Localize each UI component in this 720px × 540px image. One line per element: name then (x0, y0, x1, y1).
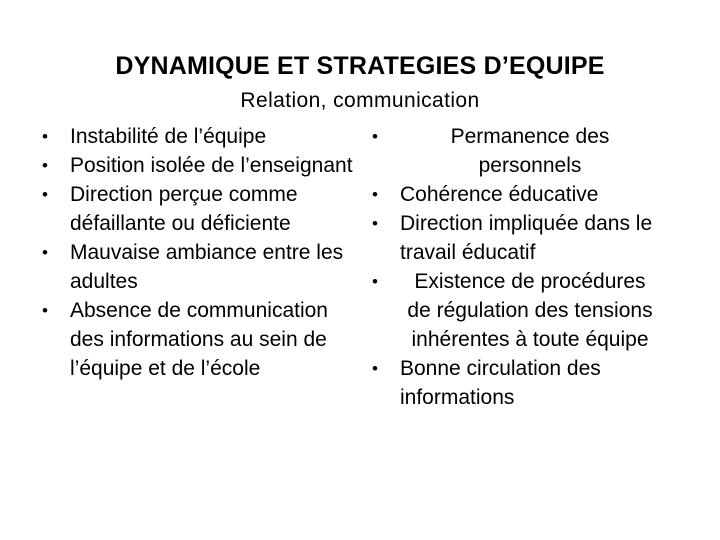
bullet-icon: • (372, 185, 378, 204)
slide-title: DYNAMIQUE ET STRATEGIES D’EQUIPE (115, 52, 605, 80)
bullet-icon: • (42, 301, 48, 320)
list-item (40, 122, 360, 151)
list-item (370, 209, 700, 267)
list-item (40, 180, 360, 238)
list-item (370, 267, 700, 354)
list-item (40, 238, 360, 296)
bullet-icon: • (42, 156, 48, 175)
list-item (370, 180, 700, 209)
bullet-icon: • (372, 272, 378, 291)
list-item-text: Direction impliquée dans le travail éducatif (400, 212, 653, 264)
list-item (370, 354, 700, 412)
list-item-text: Instabilité de l’équipe (70, 125, 267, 148)
list-item-text: Bonne circulation des informations (400, 357, 601, 409)
list-item-text: Position isolée de l’enseignant (70, 154, 353, 177)
list-item-text: Absence de communication des informations au sein de l’équipe et de l’école (70, 299, 328, 380)
list-item (40, 296, 360, 383)
list-item-text: Cohérence éducative (400, 183, 599, 206)
left-bullet-list (40, 122, 360, 383)
bullet-icon: • (372, 359, 378, 378)
list-item-text: Mauvaise ambiance entre les adultes (70, 241, 344, 293)
bullet-icon: • (372, 127, 378, 146)
bullet-icon: • (42, 127, 48, 146)
bullet-icon: • (42, 243, 48, 262)
bullet-icon: • (42, 185, 48, 204)
list-item (40, 151, 360, 180)
list-item-text: Direction perçue comme défaillante ou déficiente (70, 183, 298, 235)
list-item-text: Existence de procédures de régulation des tensions inhérentes à toute équipe (407, 270, 653, 351)
slide-subtitle: Relation, communication (240, 89, 480, 112)
list-item (370, 122, 700, 180)
list-item-text: Permanence des personnels (450, 125, 610, 177)
right-bullet-list (370, 122, 700, 412)
bullet-icon: • (372, 214, 378, 233)
